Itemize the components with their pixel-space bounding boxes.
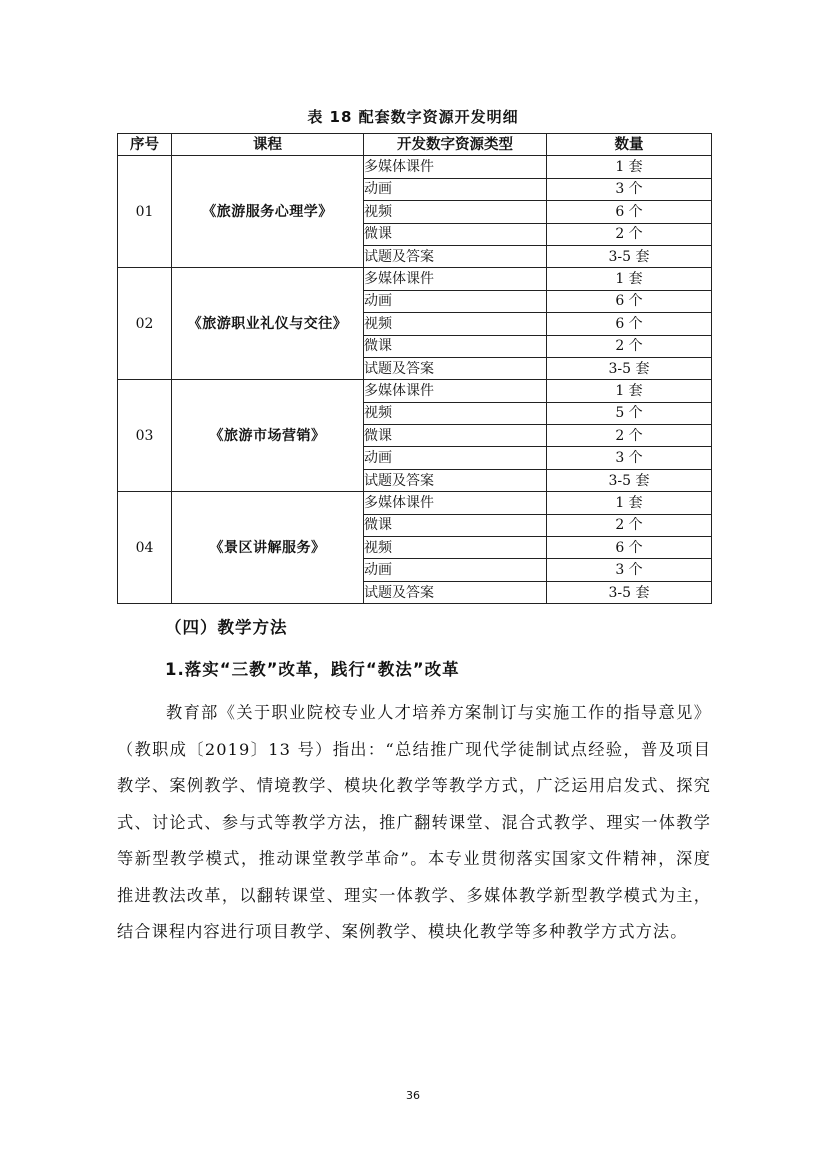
resource-quantity: 2 个: [547, 335, 712, 357]
resource-quantity: 2 个: [547, 223, 712, 245]
resource-quantity: 3-5 套: [547, 469, 712, 491]
resource-type: 多媒体课件: [364, 156, 547, 178]
resource-quantity: 2 个: [547, 425, 712, 447]
course-name: 《景区讲解服务》: [172, 492, 364, 604]
body-paragraph: 教育部《关于职业院校专业人才培养方案制订与实施工作的指导意见》（教职成〔2019〕13 号）指出：“总结推广现代学徒制试点经验，普及项目教学、案例教学、情境教学、模块化教学等教学方式，广泛运用启发式、探究式、讨论式、参与式等教学方法，推广翻转课堂、混合式教学、理实一体教学等新型教学模式，推动课堂教学革命”。本专业贯彻落实国家文件精神，深度推进教法改革，以翻转课堂、理实一体教学、多媒体教学新型教学模式为主，结合课程内容进行项目教学、案例教学、模块化教学等多种教学方式方法。: [117, 703, 711, 941]
resource-quantity: 6 个: [547, 537, 712, 559]
table-title: 表 18 配套数字资源开发明细: [307, 108, 519, 126]
resource-quantity: 1 套: [547, 492, 712, 514]
resource-type: 多媒体课件: [364, 380, 547, 402]
resource-type: 多媒体课件: [364, 492, 547, 514]
resource-type: 动画: [364, 290, 547, 312]
resource-type: 视频: [364, 201, 547, 223]
resource-quantity: 3-5 套: [547, 357, 712, 379]
section-heading: （四）教学方法: [165, 618, 288, 637]
resource-type: 微课: [364, 335, 547, 357]
course-name: 《旅游职业礼仪与交往》: [172, 268, 364, 380]
header-qty: 数量: [547, 134, 712, 156]
resource-type: 试题及答案: [364, 581, 547, 603]
resource-quantity: 6 个: [547, 201, 712, 223]
course-name: 《旅游市场营销》: [172, 380, 364, 492]
resource-type: 微课: [364, 223, 547, 245]
course-name: 《旅游服务心理学》: [172, 156, 364, 268]
resource-type: 视频: [364, 402, 547, 424]
resource-type: 试题及答案: [364, 245, 547, 267]
table-header-row: [118, 134, 712, 156]
resource-table: [117, 133, 712, 604]
resource-type: 视频: [364, 313, 547, 335]
resource-type: 动画: [364, 447, 547, 469]
resource-quantity: 3 个: [547, 447, 712, 469]
resource-type: 动画: [364, 178, 547, 200]
table-row: [118, 380, 712, 402]
table-body: [118, 156, 712, 604]
resource-quantity: 3-5 套: [547, 581, 712, 603]
row-index: 04: [118, 492, 172, 604]
resource-quantity: 3-5 套: [547, 245, 712, 267]
resource-quantity: 1 套: [547, 156, 712, 178]
row-index: 03: [118, 380, 172, 492]
resource-type: 微课: [364, 425, 547, 447]
resource-quantity: 1 套: [547, 380, 712, 402]
resource-type: 动画: [364, 559, 547, 581]
section-subheading: 1.落实“三教”改革，践行“教法”改革: [165, 660, 460, 679]
resource-quantity: 6 个: [547, 313, 712, 335]
header-type: 开发数字资源类型: [364, 134, 547, 156]
resource-type: 视频: [364, 537, 547, 559]
resource-quantity: 3 个: [547, 559, 712, 581]
header-course: 课程: [172, 134, 364, 156]
table-row: [118, 268, 712, 290]
resource-type: 微课: [364, 514, 547, 536]
resource-quantity: 2 个: [547, 514, 712, 536]
row-index: 02: [118, 268, 172, 380]
resource-quantity: 5 个: [547, 402, 712, 424]
resource-type: 试题及答案: [364, 357, 547, 379]
table-row: [118, 492, 712, 514]
resource-type: 多媒体课件: [364, 268, 547, 290]
resource-type: 试题及答案: [364, 469, 547, 491]
row-index: 01: [118, 156, 172, 268]
page-number: 36: [406, 1089, 420, 1102]
resource-quantity: 3 个: [547, 178, 712, 200]
resource-quantity: 6 个: [547, 290, 712, 312]
resource-quantity: 1 套: [547, 268, 712, 290]
header-index: 序号: [118, 134, 172, 156]
table-row: [118, 156, 712, 178]
